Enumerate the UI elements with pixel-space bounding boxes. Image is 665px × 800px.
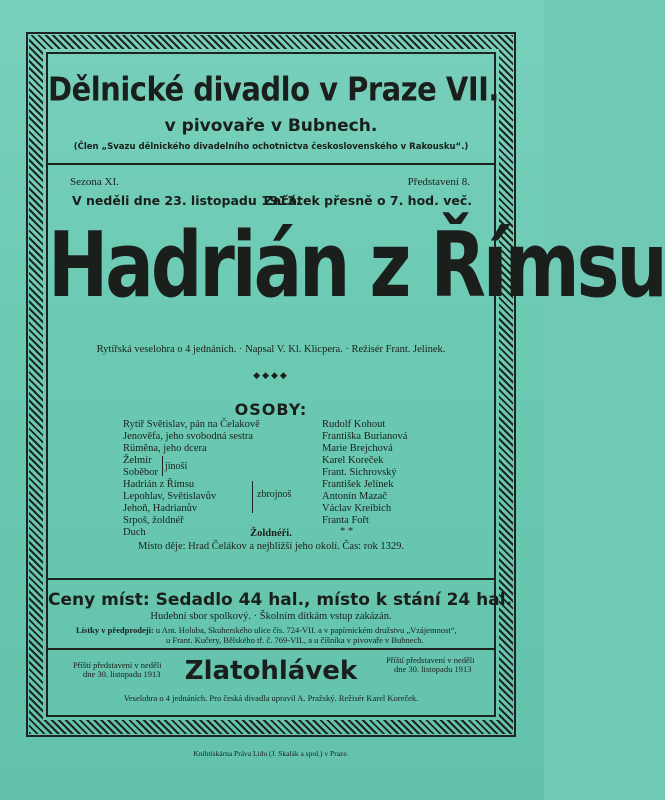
presale-line-1: [76, 625, 457, 635]
cast-actor: Václav Kreibich: [322, 503, 392, 514]
group-label-zbrojnos: zbrojnoš: [257, 489, 292, 500]
divider-top: [48, 163, 494, 165]
cast-actor: František Jelínek: [322, 479, 394, 490]
start-time: Začátek přesně o 7. hod. več.: [263, 193, 472, 208]
ticket-prices: Ceny míst: Sedadlo 44 hal., místo k stání 24 hal.: [48, 590, 513, 610]
season-label: Sezona XI.: [70, 176, 119, 188]
cast-role: Jenověfa, jeho svobodná sestra: [123, 431, 254, 442]
place-and-time: Místo děje: Hrad Čelákov a nejbližší jeho okolí. Čas: rok 1329.: [138, 541, 404, 552]
divider-middle: [48, 578, 494, 580]
cast-role: Želmír: [123, 455, 152, 466]
group-label-jinosi: jinoši: [165, 461, 188, 472]
divider-bottom: [48, 648, 494, 650]
cast-actor: Franta Fořt: [322, 515, 369, 526]
cast-role: Hadrián z Římsu: [123, 479, 195, 490]
cast-actor: Frant. Sichrovský: [322, 467, 397, 478]
cast-role: Rytíř Světislav, pán na Čelakově: [123, 419, 260, 430]
cast-role: Rüměna, jeho dcera: [123, 443, 207, 454]
play-genre: Rytířská veselohra o 4 jednáních. · Napsal V. Kl. Klicpera. · Režisér Frant. Jelínek.: [96, 344, 446, 355]
cast-role: Lepohlav, Světislavův: [123, 491, 217, 502]
presale-label: Lístky v předprodeji:: [76, 625, 154, 635]
next-note-right-2: dne 30. listopadu 1913: [394, 664, 472, 674]
cast-role: Soběbor: [123, 467, 158, 478]
next-note-right-1: Příští představení v neděli: [386, 655, 475, 665]
theatre-subtitle: v pivovaře v Bubnech.: [164, 116, 378, 136]
performance-date: V neděli dne 23. listopadu 1913.: [72, 193, 301, 208]
printer-credit: Knihtiskárna Práva Lidu (J. Skalák a spol.) v Praze.: [193, 749, 349, 758]
brace-jinosi: [162, 456, 163, 476]
soldiers-line: Žoldnéři.: [250, 528, 292, 539]
cast-actor: Františka Burianová: [322, 431, 408, 442]
next-note-left-2: dne 30. listopadu 1913: [83, 669, 161, 679]
presale-location-1: u Ant. Holuba, Skuherského ulice čís. 724-VII. a v papírnickém družstvu „Vzájemnost“,: [155, 625, 457, 635]
theatre-title: Dělnické divadlo v Praze VII.: [48, 69, 499, 109]
membership-note: (Člen „Svazu dělnického divadelního ochotnictva československého v Rakousku“.): [73, 142, 469, 152]
cast-actor: Antonín Mazač: [322, 491, 388, 502]
next-play-description: Veselohra o 4 jednáních. Pro česká divadla upravil A. Pražský. Režisér Karel Koreček.: [123, 693, 419, 703]
cast-role: Srpoš, žoldnéř: [123, 515, 184, 526]
brace-zbrojnos: [252, 481, 253, 513]
next-note-left-1: Příští představení v neděli: [73, 660, 162, 670]
cast-actor: Rudolf Kohout: [322, 419, 386, 430]
cast-heading: OSOBY:: [234, 400, 308, 419]
cast-actor: Marie Brejchová: [322, 443, 393, 454]
cast-role: Duch: [123, 527, 146, 538]
music-note: Hudební sbor spolkový. · Školním dítkám vstup zakázán.: [150, 611, 392, 622]
presale-location-2: u Frant. Kučery, Bělského tř. č. 769-VII., a u číšníka v pivovaře v Bubnech.: [166, 635, 424, 645]
cast-actor: Karel Koreček: [322, 455, 384, 466]
cast-role: Jehoň, Hadrianův: [123, 503, 198, 514]
cast-actor: * *: [340, 526, 354, 537]
next-play-title: Zlatohlávek: [184, 656, 358, 686]
play-title: Hadrián z Římsu: [48, 212, 665, 317]
performance-number: Představení 8.: [407, 176, 470, 188]
ornament-divider: ◆◆◆◆: [253, 370, 289, 380]
